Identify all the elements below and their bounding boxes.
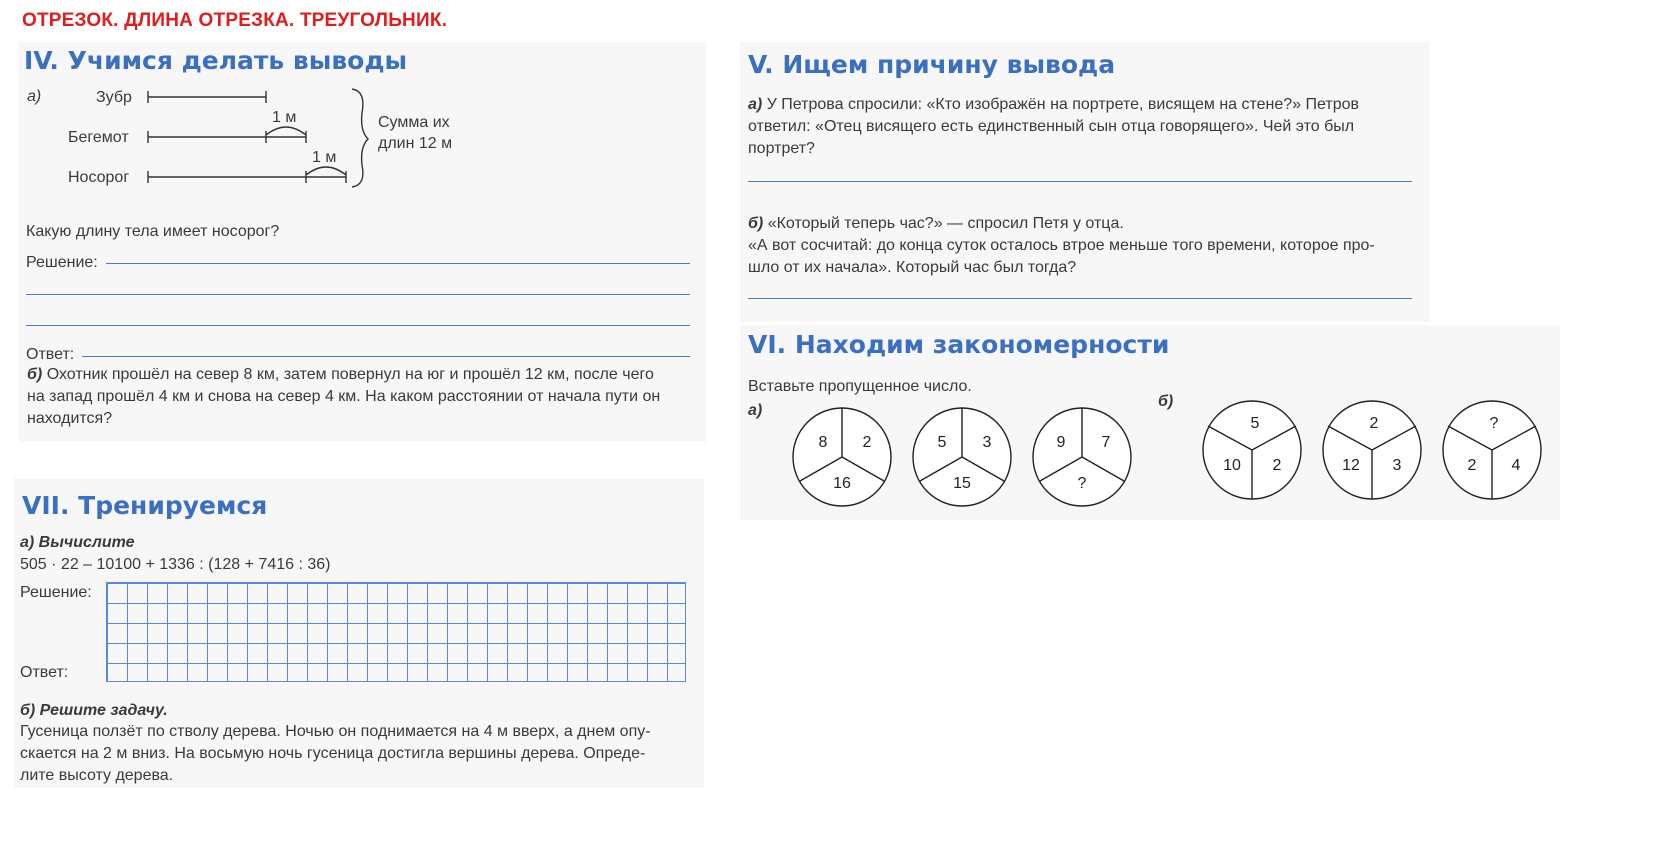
circle-a1-top-right: 2 bbox=[862, 434, 872, 451]
answer-label-4a: Ответ: bbox=[26, 346, 75, 363]
part-b-title: б) Решите задачу. bbox=[20, 702, 168, 719]
diff-label-2: 1 м bbox=[312, 149, 337, 166]
problem-4b-line: на запад прошёл 4 км и снова на север 4 км. На каком расстоянии от начала пути он bbox=[27, 388, 661, 405]
part-b-label: б) bbox=[27, 366, 43, 383]
section-4-heading: IV. Учимся делать выводы bbox=[24, 46, 408, 75]
solution-label-4a: Решение: bbox=[26, 254, 98, 271]
circle-a2-bottom: 15 bbox=[953, 475, 971, 492]
problem-5a bbox=[748, 94, 1418, 160]
answer-line[interactable] bbox=[82, 356, 690, 357]
problem-5b-line: «Который теперь час?» — спросил Петя у отца. bbox=[767, 215, 1124, 232]
circles-a bbox=[790, 405, 1140, 510]
animal-label-nosorog: Носорог bbox=[68, 169, 130, 186]
problem-7b bbox=[20, 721, 700, 787]
problem-7b-line: скается на 2 м вниз. На восьмую ночь гусеница достигла вершины дерева. Опреде- bbox=[20, 745, 646, 762]
answer-line[interactable] bbox=[26, 294, 690, 295]
circle-b1-top: 5 bbox=[1250, 415, 1260, 432]
section-5-panel bbox=[740, 42, 1430, 322]
circles-b bbox=[1200, 398, 1550, 503]
sum-text-line1: Сумма их bbox=[378, 114, 450, 131]
problem-5b-line: «А вот сосчитай: до конца суток осталось втрое меньше того времени, которое про- bbox=[748, 237, 1375, 254]
problem-5b bbox=[748, 213, 1418, 279]
circle-b3-bottom-left: 2 bbox=[1467, 457, 1477, 474]
circle-a2-top-right: 3 bbox=[982, 434, 992, 451]
part-a-label: а) bbox=[748, 96, 763, 113]
section-6-heading: VI. Находим закономерности bbox=[748, 330, 1170, 359]
sum-brace bbox=[352, 89, 368, 187]
solution-grid[interactable] bbox=[106, 582, 686, 682]
circle-b1-bottom-left: 10 bbox=[1223, 457, 1241, 474]
question-4a: Какую длину тела имеет носорог? bbox=[26, 223, 280, 240]
problem-4b-line: Охотник прошёл на север 8 км, затем повернул на юг и прошёл 12 км, после чего bbox=[46, 366, 654, 383]
problem-5b-line: шло от их начала». Который час был тогда? bbox=[748, 259, 1077, 276]
part-a-title: а) Вычислите bbox=[20, 534, 135, 551]
diff-label-1: 1 м bbox=[272, 109, 297, 126]
page-title: ОТРЕЗОК. ДЛИНА ОТРЕЗКА. ТРЕУГОЛЬНИК. bbox=[22, 10, 448, 31]
circle-b3-bottom-right: 4 bbox=[1511, 457, 1521, 474]
part-b-label: б) bbox=[1158, 393, 1174, 410]
circle-b2-bottom-right: 3 bbox=[1392, 457, 1402, 474]
circle-b3-top: ? bbox=[1489, 415, 1499, 432]
solution-label-7a: Решение: bbox=[20, 584, 92, 601]
sum-text-line2: длин 12 м bbox=[378, 135, 453, 152]
answer-line[interactable] bbox=[748, 181, 1412, 182]
section-5-heading: V. Ищем причину вывода bbox=[748, 50, 1116, 79]
problem-5a-line: портрет? bbox=[748, 140, 815, 157]
answer-line[interactable] bbox=[26, 325, 690, 326]
part-a-label: а) bbox=[27, 88, 42, 105]
circle-b2-top: 2 bbox=[1369, 415, 1379, 432]
circle-a3-top-right: 7 bbox=[1101, 434, 1111, 451]
circle-a2-top-left: 5 bbox=[937, 434, 947, 451]
section-7-heading: VII. Тренируемся bbox=[22, 491, 268, 520]
problem-7b-line: Гусеница ползёт по стволу дерева. Ночью он поднимается на 4 м вверх, а днем опу- bbox=[20, 723, 651, 740]
circle-a3-bottom: ? bbox=[1077, 475, 1087, 492]
problem-4b bbox=[27, 364, 707, 430]
animal-label-begemot: Бегемот bbox=[68, 129, 129, 146]
part-b-label: б) bbox=[748, 215, 764, 232]
instruction-6: Вставьте пропущенное число. bbox=[748, 378, 972, 395]
part-a-label: а) bbox=[748, 402, 763, 419]
animal-label-zubr: Зубр bbox=[96, 89, 132, 106]
answer-line[interactable] bbox=[748, 298, 1412, 299]
answer-label-7a: Ответ: bbox=[20, 664, 69, 681]
circle-a1-bottom: 16 bbox=[833, 475, 851, 492]
circle-b1-bottom-right: 2 bbox=[1272, 457, 1282, 474]
circle-a1-top-left: 8 bbox=[818, 434, 828, 451]
answer-line[interactable] bbox=[106, 263, 690, 264]
circle-b2-bottom-left: 12 bbox=[1342, 457, 1360, 474]
expression: 505 · 22 – 10100 + 1336 : (128 + 7416 : 36) bbox=[20, 556, 331, 573]
problem-5a-line: ответил: «Отец висящего есть единственный сын отца говорящего». Чей это был bbox=[748, 118, 1355, 135]
circle-a3-top-left: 9 bbox=[1056, 434, 1066, 451]
problem-7b-line: лите высоту дерева. bbox=[20, 767, 174, 784]
problem-4b-line: находится? bbox=[27, 410, 113, 427]
problem-5a-line: У Петрова спросили: «Кто изображён на портрете, висящем на стене?» Петров bbox=[766, 96, 1360, 113]
